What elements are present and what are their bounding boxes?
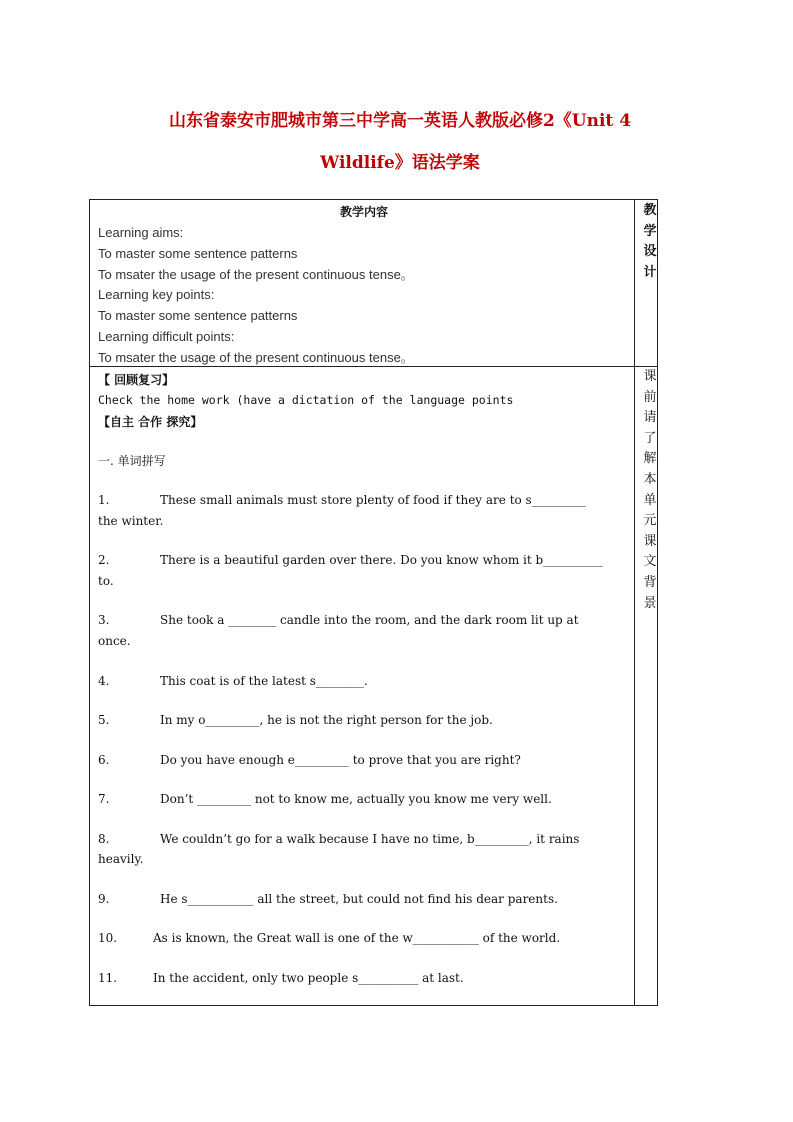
- aim-line: Learning key points:: [98, 287, 215, 303]
- aim-line: To msater the usage of the present continuous tense。: [98, 266, 414, 282]
- side-char: 元: [643, 513, 657, 529]
- side-char: 课: [643, 533, 657, 549]
- aim-line: Learning difficult points:: [98, 328, 235, 344]
- question-text: She took a ________ candle into the room, and the dark room lit up at: [160, 613, 579, 627]
- section-subtitle: 一. 单词拼写: [98, 454, 166, 468]
- question-text: These small animals must store plenty of food if they are to s_________: [160, 493, 586, 507]
- question-number: 10.: [98, 931, 118, 945]
- question-text: Do you have enough e_________ to prove that you are right?: [160, 753, 521, 767]
- side-label-note: [638, 367, 662, 614]
- question-text: In my o_________, he is not the right person for the job.: [160, 713, 493, 727]
- question-number: 2.: [98, 553, 110, 567]
- question-number: 11.: [98, 971, 118, 985]
- question-text: There is a beautiful garden over there. Do you know whom it b__________: [160, 553, 604, 567]
- question-continuation-text: to.: [98, 574, 114, 588]
- aim-line: To msater the usage of the present continuous tense。: [98, 349, 414, 365]
- explore-title: 【自主 合作 探究】: [98, 415, 203, 429]
- side-char: 学: [643, 223, 657, 239]
- question-number: 5.: [98, 713, 110, 727]
- question-continuation-text: the winter.: [98, 514, 164, 528]
- side-char: 前: [643, 389, 657, 405]
- question-number: 3.: [98, 613, 110, 627]
- aim-line: To master some sentence patterns: [98, 245, 298, 261]
- question-text: This coat is of the latest s________.: [160, 674, 368, 688]
- side-char: 景: [643, 595, 657, 611]
- aims-section: [98, 201, 630, 365]
- content-header: 教学内容: [339, 205, 388, 219]
- review-task: Check the home work (have a dictation of the language points: [98, 393, 514, 407]
- question-text: In the accident, only two people s__________ at last.: [153, 971, 464, 985]
- question-number: 9.: [98, 892, 110, 906]
- side-char: 了: [643, 430, 657, 446]
- side-char: 单: [643, 492, 657, 508]
- table-bottom-border: [89, 1005, 658, 1006]
- side-char: 计: [643, 264, 657, 280]
- side-char: 教: [643, 203, 657, 218]
- side-label-design: [638, 201, 662, 283]
- question-number: 7.: [98, 792, 110, 806]
- review-title: 【 回顾复习】: [98, 373, 175, 387]
- question-continuation-text: once.: [98, 634, 131, 648]
- side-char: 设: [643, 244, 657, 260]
- side-char: 本: [643, 471, 657, 487]
- side-char: 背: [643, 574, 657, 590]
- question-number: 8.: [98, 832, 110, 846]
- question-number: 6.: [98, 753, 110, 767]
- question-text: He s___________ all the street, but could not find his dear parents.: [160, 892, 558, 906]
- side-char: 课: [643, 369, 657, 384]
- question-text: As is known, the Great wall is one of the w___________ of the world.: [153, 931, 561, 945]
- document-title-line1: 山东省泰安市肥城市第三中学高一英语人教版必修2《Unit 4: [168, 111, 632, 131]
- question-number: 4.: [98, 674, 110, 688]
- question-continuation-text: heavily.: [98, 852, 144, 866]
- aim-line: To master some sentence patterns: [98, 308, 298, 324]
- side-char: 解: [643, 451, 657, 467]
- question-text: Don’t _________ not to know me, actually you know me very well.: [160, 792, 552, 806]
- document-title-line2: Wildlife》语法学案: [320, 153, 480, 173]
- question-text: We couldn’t go for a walk because I have no time, b_________, it rains: [160, 832, 580, 846]
- aim-line: Learning aims:: [98, 225, 184, 240]
- side-char: 文: [643, 554, 657, 570]
- side-char: 请: [643, 410, 657, 426]
- question-number: 1.: [98, 493, 110, 507]
